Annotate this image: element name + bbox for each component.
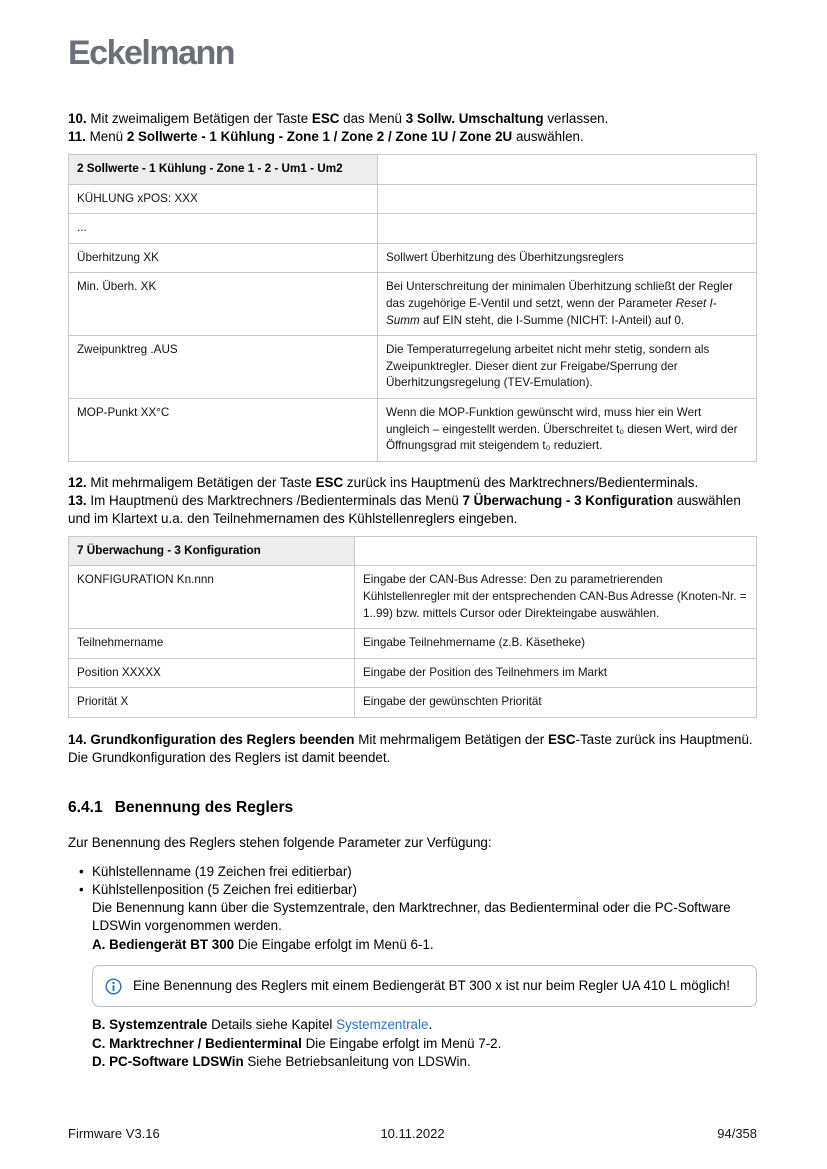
table-row bbox=[69, 658, 757, 688]
text-segment: ESC bbox=[311, 111, 340, 126]
text-segment: auswählen und im Klartext u.a. den Teilnehmernamen des Kühlstellenreglers eingeben. bbox=[68, 492, 741, 526]
text-segment: D. PC-Software LDSWin bbox=[92, 1053, 244, 1069]
text-segment: B. Systemzentrale bbox=[92, 1017, 208, 1033]
bullet-text: Kühlstellenname (19 Zeichen frei editierbar) bbox=[92, 863, 352, 879]
systemzentrale-link[interactable]: Systemzentrale bbox=[336, 1017, 429, 1033]
text-segment: Mit mehrmaligem Betätigen der bbox=[354, 731, 548, 747]
info-note-box bbox=[92, 965, 757, 1008]
param-desc bbox=[355, 658, 757, 688]
step-12 bbox=[68, 474, 757, 492]
text-segment: Menü bbox=[85, 128, 127, 144]
bullet-text: Kühlstellenposition (5 Zeichen frei editierbar) bbox=[92, 882, 357, 898]
param-name: Min. Überh. XK bbox=[69, 273, 378, 336]
footer-date: 10.11.2022 bbox=[380, 1126, 445, 1141]
footer-firmware-version: Firmware V3.16 bbox=[68, 1126, 160, 1141]
table-header-empty bbox=[355, 536, 757, 566]
table-row bbox=[69, 214, 757, 244]
line-d-ldswin bbox=[92, 1053, 757, 1071]
param-desc bbox=[378, 399, 757, 462]
table-header-title: 2 Sollwerte - 1 Kühlung - Zone 1 - 2 - Um1 - Um2 bbox=[69, 154, 378, 184]
table-row bbox=[69, 399, 757, 462]
text-segment: Mit mehrmaligem Betätigen der Taste bbox=[86, 474, 316, 490]
text-segment: ESC bbox=[315, 474, 344, 490]
text-segment: Eingabe der CAN-Bus Adresse: Den zu parametrierenden Kühlstellenregler mit der entsprechenden CAN-Bus Adresse (Knoten-Nr. = 1..99) bzw. mittels Cursor oder Direkteingabe auswählen. bbox=[363, 573, 747, 620]
page-footer bbox=[68, 1126, 757, 1141]
bullet-marker: • bbox=[79, 882, 84, 898]
text-segment: Sollwert Überhitzung des Überhitzungsreglers bbox=[386, 250, 624, 264]
text-segment: . bbox=[428, 1017, 433, 1033]
table-header-row bbox=[69, 536, 757, 566]
text-segment: Details siehe Kapitel bbox=[207, 1017, 337, 1033]
text-segment: Eingabe der Position des Teilnehmers im Markt bbox=[363, 665, 608, 679]
line-b-systemzentrale bbox=[92, 1016, 757, 1034]
text-segment: Siehe Betriebsanleitung von LDSWin. bbox=[243, 1053, 471, 1069]
param-desc bbox=[355, 566, 757, 629]
benennung-continuation: Die Benennung kann über die Systemzentrale, den Marktrechner, das Bedienterminal oder die PC-Software LDSWin vorgenommen werden. bbox=[92, 900, 731, 934]
steps-10-11 bbox=[68, 110, 757, 146]
text-segment: 7 Überwachung - 3 Konfiguration bbox=[462, 492, 674, 508]
step-14 bbox=[68, 731, 757, 767]
text-segment: Bei Unterschreitung der minimalen Überhitzung schließt der Regler das zugehörige E-Ventil und setzt, wenn der Parameter bbox=[386, 280, 733, 310]
param-name: ... bbox=[69, 214, 378, 244]
table-header-title: 7 Überwachung - 3 Konfiguration bbox=[69, 536, 355, 566]
table-row bbox=[69, 184, 757, 214]
sollwerte-parameter-table bbox=[68, 154, 757, 462]
param-name: Überhitzung XK bbox=[69, 243, 378, 273]
text-segment: auf EIN steht, die I-Summe (NICHT: I-Anteil) auf 0. bbox=[419, 313, 685, 327]
text-segment: Reset I-Summ bbox=[386, 296, 717, 327]
section-heading bbox=[68, 799, 757, 817]
step-10 bbox=[68, 110, 757, 128]
param-desc bbox=[378, 184, 757, 214]
table-row bbox=[69, 629, 757, 659]
param-name: Priorität X bbox=[69, 688, 355, 718]
table-row bbox=[69, 273, 757, 336]
konfiguration-parameter-table bbox=[68, 536, 757, 718]
info-icon bbox=[105, 978, 122, 995]
text-segment: C. Marktrechner / Bedienterminal bbox=[92, 1035, 302, 1051]
table-row bbox=[69, 336, 757, 399]
param-name: Position XXXXX bbox=[69, 658, 355, 688]
text-segment: 13. bbox=[68, 492, 87, 508]
text-segment: Die Temperaturregelung arbeitet nicht mehr stetig, sondern als Zweipunktregler. Dieser dient zur Freigabe/Sperrung der Überhitzungsregelung (TEV-Emulation). bbox=[386, 343, 710, 390]
bullet-item bbox=[68, 863, 757, 881]
text-segment: 3 Sollw. Umschaltung bbox=[405, 111, 544, 126]
text-segment: 14. Grundkonfiguration des Reglers beenden bbox=[68, 731, 355, 747]
text-segment: A. Bediengerät BT 300 bbox=[92, 936, 235, 952]
param-desc bbox=[378, 273, 757, 336]
text-segment: 2 Sollwerte - 1 Kühlung - Zone 1 / Zone 2 / Zone 1U / Zone 2U bbox=[126, 128, 513, 144]
param-name: MOP-Punkt XX°C bbox=[69, 399, 378, 462]
param-desc bbox=[378, 243, 757, 273]
step-11 bbox=[68, 128, 757, 146]
text-segment: das Menü bbox=[339, 111, 406, 126]
text-segment: 12. bbox=[68, 474, 87, 490]
table-header-row bbox=[69, 154, 757, 184]
parameter-bullet-list bbox=[68, 863, 757, 899]
text-segment: Im Hauptmenü des Marktrechners /Bedienterminals das Menü bbox=[86, 492, 463, 508]
text-segment: Eingabe der gewünschten Priorität bbox=[363, 695, 542, 709]
param-desc bbox=[355, 629, 757, 659]
text-segment: -Taste zurück ins Hauptmenü. Die Grundkonfiguration des Reglers ist damit beendet. bbox=[68, 731, 753, 765]
table-row bbox=[69, 243, 757, 273]
section-intro: Zur Benennung des Reglers stehen folgende Parameter zur Verfügung: bbox=[68, 834, 492, 850]
param-desc bbox=[378, 214, 757, 244]
table-row bbox=[69, 566, 757, 629]
info-note-text: Eine Benennung des Reglers mit einem Bediengerät BT 300 x ist nur beim Regler UA 410 L möglich! bbox=[133, 977, 730, 993]
text-segment: ESC bbox=[547, 731, 576, 747]
text-segment: zurück ins Hauptmenü des Marktrechners/Bedienterminals. bbox=[343, 474, 699, 490]
page-content bbox=[68, 0, 757, 1071]
text-segment: 11. bbox=[68, 128, 86, 144]
text-segment: Mit zweimaligem Betätigen der Taste bbox=[86, 111, 312, 126]
param-name: KÜHLUNG xPOS: XXX bbox=[69, 184, 378, 214]
section-title: Benennung des Reglers bbox=[114, 798, 294, 816]
text-segment: Eingabe Teilnehmername (z.B. Käsetheke) bbox=[363, 636, 585, 650]
step-13 bbox=[68, 492, 757, 528]
text-segment: Die Eingabe erfolgt im Menü 7-2. bbox=[301, 1035, 502, 1051]
eckelmann-logo: Eckelmann bbox=[68, 34, 235, 72]
param-desc bbox=[355, 688, 757, 718]
text-segment: auswählen. bbox=[512, 128, 584, 144]
param-name: KONFIGURATION Kn.nnn bbox=[69, 566, 355, 629]
bullet-item bbox=[68, 881, 757, 899]
table-header-empty bbox=[378, 154, 757, 184]
text-segment: Wenn die MOP-Funktion gewünscht wird, muss hier ein Wert ungleich – eingestellt werden. Überschreitet t₀ diesen Wert, wird der Öffnungsgrad mit steigendem t₀ reduziert. bbox=[386, 406, 738, 453]
param-desc bbox=[378, 336, 757, 399]
text-segment: verlassen. bbox=[543, 111, 609, 126]
bullet-marker: • bbox=[79, 863, 84, 879]
text-segment: 10. bbox=[68, 111, 87, 126]
footer-page-number: 94/358 bbox=[717, 1126, 758, 1141]
table-row bbox=[69, 688, 757, 718]
param-name: Zweipunktreg .AUS bbox=[69, 336, 378, 399]
text-segment: Die Eingabe erfolgt im Menü 6-1. bbox=[234, 936, 434, 952]
line-a-bediengeraet bbox=[92, 936, 757, 954]
steps-12-13 bbox=[68, 474, 757, 528]
param-name: Teilnehmername bbox=[69, 629, 355, 659]
line-c-marktrechner bbox=[92, 1035, 757, 1053]
section-number: 6.4.1 bbox=[68, 798, 103, 816]
